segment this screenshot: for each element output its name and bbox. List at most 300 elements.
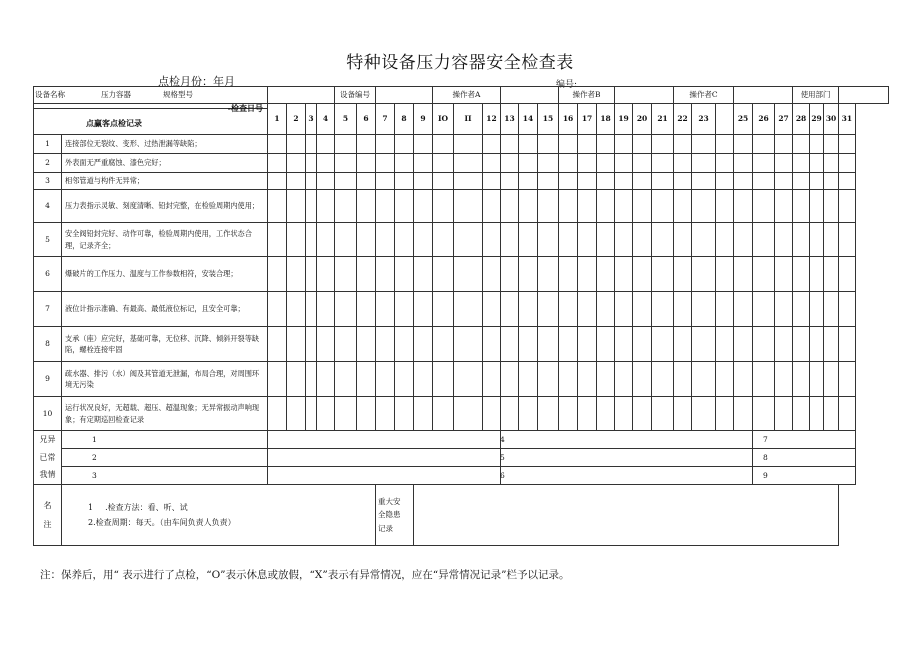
check-cell[interactable] [839, 327, 856, 362]
check-cell[interactable] [716, 223, 734, 257]
check-cell[interactable] [674, 327, 692, 362]
check-cell[interactable] [317, 223, 335, 257]
check-cell[interactable] [793, 190, 810, 223]
equipment-no-field[interactable] [376, 87, 433, 104]
check-cell[interactable] [692, 154, 716, 173]
check-cell[interactable] [501, 397, 519, 431]
check-cell[interactable] [734, 362, 753, 397]
check-cell[interactable] [716, 292, 734, 327]
check-cell[interactable] [674, 223, 692, 257]
check-cell[interactable] [633, 135, 652, 154]
check-cell[interactable] [376, 154, 395, 173]
check-cell[interactable] [519, 257, 538, 292]
check-cell[interactable] [652, 362, 674, 397]
check-cell[interactable] [716, 190, 734, 223]
check-cell[interactable] [357, 362, 376, 397]
spec-model-field[interactable] [268, 87, 335, 104]
check-cell[interactable] [414, 397, 433, 431]
check-cell[interactable] [306, 135, 317, 154]
check-cell[interactable] [414, 257, 433, 292]
check-cell[interactable] [839, 154, 856, 173]
check-cell[interactable] [317, 257, 335, 292]
check-cell[interactable] [716, 362, 734, 397]
check-cell[interactable] [753, 223, 775, 257]
check-cell[interactable] [753, 362, 775, 397]
check-cell[interactable] [810, 173, 824, 190]
check-cell[interactable] [559, 154, 578, 173]
check-cell[interactable] [597, 190, 615, 223]
check-cell[interactable] [824, 223, 839, 257]
check-cell[interactable] [633, 223, 652, 257]
check-cell[interactable] [793, 154, 810, 173]
check-cell[interactable] [433, 362, 454, 397]
check-cell[interactable] [633, 362, 652, 397]
check-cell[interactable] [454, 154, 483, 173]
check-cell[interactable] [559, 173, 578, 190]
check-cell[interactable] [414, 327, 433, 362]
check-cell[interactable] [376, 327, 395, 362]
check-cell[interactable] [824, 173, 839, 190]
check-cell[interactable] [734, 135, 753, 154]
check-cell[interactable] [376, 135, 395, 154]
check-cell[interactable] [538, 292, 559, 327]
check-cell[interactable] [775, 190, 793, 223]
check-cell[interactable] [335, 292, 357, 327]
operator-b-field[interactable] [615, 87, 674, 104]
check-cell[interactable] [538, 190, 559, 223]
check-cell[interactable] [268, 257, 287, 292]
check-cell[interactable] [268, 135, 287, 154]
check-cell[interactable] [824, 257, 839, 292]
check-cell[interactable] [753, 190, 775, 223]
check-cell[interactable] [734, 257, 753, 292]
check-cell[interactable] [559, 257, 578, 292]
check-cell[interactable] [501, 173, 519, 190]
check-cell[interactable] [414, 223, 433, 257]
check-cell[interactable] [335, 135, 357, 154]
check-cell[interactable] [376, 223, 395, 257]
check-cell[interactable] [615, 327, 633, 362]
check-cell[interactable] [597, 223, 615, 257]
check-cell[interactable] [433, 173, 454, 190]
check-cell[interactable] [633, 292, 652, 327]
check-cell[interactable] [652, 135, 674, 154]
abnormal-entry-mid[interactable] [501, 431, 753, 449]
check-cell[interactable] [615, 135, 633, 154]
check-cell[interactable] [317, 173, 335, 190]
check-cell[interactable] [538, 257, 559, 292]
check-cell[interactable] [615, 362, 633, 397]
check-cell[interactable] [652, 397, 674, 431]
check-cell[interactable] [501, 154, 519, 173]
check-cell[interactable] [839, 190, 856, 223]
check-cell[interactable] [538, 223, 559, 257]
check-cell[interactable] [674, 362, 692, 397]
check-cell[interactable] [454, 135, 483, 154]
check-cell[interactable] [716, 257, 734, 292]
check-cell[interactable] [716, 135, 734, 154]
check-cell[interactable] [268, 223, 287, 257]
check-cell[interactable] [335, 362, 357, 397]
check-cell[interactable] [501, 135, 519, 154]
check-cell[interactable] [578, 173, 597, 190]
check-cell[interactable] [414, 154, 433, 173]
check-cell[interactable] [317, 397, 335, 431]
check-cell[interactable] [597, 327, 615, 362]
check-cell[interactable] [734, 154, 753, 173]
check-cell[interactable] [775, 173, 793, 190]
check-cell[interactable] [376, 257, 395, 292]
check-cell[interactable] [559, 292, 578, 327]
abnormal-entry[interactable] [268, 467, 501, 485]
check-cell[interactable] [519, 190, 538, 223]
check-cell[interactable] [519, 327, 538, 362]
dept-field[interactable] [839, 87, 889, 104]
check-cell[interactable] [306, 257, 317, 292]
check-cell[interactable] [716, 327, 734, 362]
check-cell[interactable] [433, 135, 454, 154]
check-cell[interactable] [753, 135, 775, 154]
check-cell[interactable] [433, 292, 454, 327]
check-cell[interactable] [414, 173, 433, 190]
check-cell[interactable] [395, 292, 414, 327]
check-cell[interactable] [793, 327, 810, 362]
check-cell[interactable] [597, 135, 615, 154]
check-cell[interactable] [824, 292, 839, 327]
check-cell[interactable] [287, 190, 306, 223]
check-cell[interactable] [501, 190, 519, 223]
check-cell[interactable] [597, 173, 615, 190]
check-cell[interactable] [810, 362, 824, 397]
check-cell[interactable] [824, 362, 839, 397]
check-cell[interactable] [633, 190, 652, 223]
check-cell[interactable] [501, 292, 519, 327]
check-cell[interactable] [454, 292, 483, 327]
check-cell[interactable] [839, 292, 856, 327]
check-cell[interactable] [483, 173, 501, 190]
check-cell[interactable] [559, 223, 578, 257]
check-cell[interactable] [692, 190, 716, 223]
check-cell[interactable] [692, 223, 716, 257]
check-cell[interactable] [674, 135, 692, 154]
check-cell[interactable] [734, 397, 753, 431]
check-cell[interactable] [335, 190, 357, 223]
check-cell[interactable] [317, 190, 335, 223]
check-cell[interactable] [501, 223, 519, 257]
check-cell[interactable] [810, 327, 824, 362]
check-cell[interactable] [519, 135, 538, 154]
check-cell[interactable] [597, 257, 615, 292]
check-cell[interactable] [483, 190, 501, 223]
check-cell[interactable] [824, 154, 839, 173]
check-cell[interactable] [483, 135, 501, 154]
check-cell[interactable] [839, 135, 856, 154]
check-cell[interactable] [414, 292, 433, 327]
check-cell[interactable] [538, 362, 559, 397]
abnormal-entry-right[interactable] [753, 431, 856, 449]
check-cell[interactable] [734, 190, 753, 223]
abnormal-entry[interactable] [268, 431, 501, 449]
check-cell[interactable] [793, 135, 810, 154]
abnormal-entry-right[interactable] [753, 467, 856, 485]
check-cell[interactable] [357, 397, 376, 431]
check-cell[interactable] [519, 154, 538, 173]
check-cell[interactable] [433, 257, 454, 292]
check-cell[interactable] [268, 292, 287, 327]
check-cell[interactable] [287, 154, 306, 173]
check-cell[interactable] [578, 223, 597, 257]
check-cell[interactable] [519, 362, 538, 397]
check-cell[interactable] [652, 257, 674, 292]
check-cell[interactable] [716, 173, 734, 190]
check-cell[interactable] [483, 223, 501, 257]
check-cell[interactable] [824, 190, 839, 223]
check-cell[interactable] [839, 257, 856, 292]
check-cell[interactable] [692, 292, 716, 327]
check-cell[interactable] [615, 154, 633, 173]
check-cell[interactable] [501, 257, 519, 292]
check-cell[interactable] [454, 327, 483, 362]
check-cell[interactable] [674, 292, 692, 327]
check-cell[interactable] [317, 327, 335, 362]
check-cell[interactable] [578, 154, 597, 173]
abnormal-entry-mid[interactable] [501, 449, 753, 467]
check-cell[interactable] [753, 154, 775, 173]
check-cell[interactable] [775, 362, 793, 397]
check-cell[interactable] [793, 397, 810, 431]
check-cell[interactable] [692, 135, 716, 154]
check-cell[interactable] [674, 397, 692, 431]
check-cell[interactable] [652, 327, 674, 362]
check-cell[interactable] [734, 173, 753, 190]
check-cell[interactable] [615, 257, 633, 292]
check-cell[interactable] [433, 223, 454, 257]
check-cell[interactable] [734, 292, 753, 327]
check-cell[interactable] [306, 154, 317, 173]
check-cell[interactable] [793, 223, 810, 257]
check-cell[interactable] [454, 223, 483, 257]
check-cell[interactable] [692, 173, 716, 190]
check-cell[interactable] [376, 362, 395, 397]
check-cell[interactable] [414, 362, 433, 397]
check-cell[interactable] [597, 362, 615, 397]
check-cell[interactable] [810, 397, 824, 431]
check-cell[interactable] [306, 327, 317, 362]
check-cell[interactable] [775, 223, 793, 257]
check-cell[interactable] [753, 327, 775, 362]
check-cell[interactable] [559, 327, 578, 362]
check-cell[interactable] [317, 135, 335, 154]
check-cell[interactable] [335, 397, 357, 431]
check-cell[interactable] [268, 173, 287, 190]
check-cell[interactable] [810, 190, 824, 223]
check-cell[interactable] [652, 190, 674, 223]
check-cell[interactable] [287, 292, 306, 327]
check-cell[interactable] [538, 154, 559, 173]
check-cell[interactable] [775, 154, 793, 173]
check-cell[interactable] [454, 362, 483, 397]
check-cell[interactable] [335, 257, 357, 292]
check-cell[interactable] [615, 223, 633, 257]
check-cell[interactable] [810, 223, 824, 257]
check-cell[interactable] [306, 397, 317, 431]
check-cell[interactable] [674, 190, 692, 223]
check-cell[interactable] [753, 292, 775, 327]
check-cell[interactable] [357, 257, 376, 292]
check-cell[interactable] [376, 397, 395, 431]
check-cell[interactable] [287, 327, 306, 362]
check-cell[interactable] [692, 397, 716, 431]
check-cell[interactable] [824, 327, 839, 362]
check-cell[interactable] [287, 397, 306, 431]
check-cell[interactable] [652, 154, 674, 173]
check-cell[interactable] [335, 327, 357, 362]
check-cell[interactable] [395, 135, 414, 154]
check-cell[interactable] [287, 223, 306, 257]
check-cell[interactable] [357, 154, 376, 173]
check-cell[interactable] [357, 223, 376, 257]
check-cell[interactable] [633, 257, 652, 292]
check-cell[interactable] [287, 257, 306, 292]
check-cell[interactable] [692, 257, 716, 292]
check-cell[interactable] [335, 154, 357, 173]
check-cell[interactable] [652, 292, 674, 327]
check-cell[interactable] [716, 154, 734, 173]
check-cell[interactable] [578, 327, 597, 362]
check-cell[interactable] [433, 154, 454, 173]
check-cell[interactable] [519, 173, 538, 190]
check-cell[interactable] [395, 223, 414, 257]
check-cell[interactable] [335, 223, 357, 257]
abnormal-entry-right[interactable] [753, 449, 856, 467]
check-cell[interactable] [335, 173, 357, 190]
check-cell[interactable] [775, 135, 793, 154]
check-cell[interactable] [306, 362, 317, 397]
check-cell[interactable] [538, 135, 559, 154]
check-cell[interactable] [357, 135, 376, 154]
check-cell[interactable] [793, 362, 810, 397]
check-cell[interactable] [633, 173, 652, 190]
check-cell[interactable] [775, 292, 793, 327]
check-cell[interactable] [306, 223, 317, 257]
check-cell[interactable] [578, 135, 597, 154]
check-cell[interactable] [395, 154, 414, 173]
check-cell[interactable] [559, 397, 578, 431]
check-cell[interactable] [414, 190, 433, 223]
check-cell[interactable] [615, 292, 633, 327]
check-cell[interactable] [810, 292, 824, 327]
check-cell[interactable] [674, 173, 692, 190]
check-cell[interactable] [357, 190, 376, 223]
check-cell[interactable] [306, 190, 317, 223]
check-cell[interactable] [268, 362, 287, 397]
check-cell[interactable] [538, 397, 559, 431]
check-cell[interactable] [559, 362, 578, 397]
check-cell[interactable] [483, 292, 501, 327]
check-cell[interactable] [597, 154, 615, 173]
check-cell[interactable] [395, 397, 414, 431]
check-cell[interactable] [578, 362, 597, 397]
check-cell[interactable] [615, 397, 633, 431]
check-cell[interactable] [633, 397, 652, 431]
check-cell[interactable] [692, 362, 716, 397]
check-cell[interactable] [793, 292, 810, 327]
check-cell[interactable] [483, 362, 501, 397]
abnormal-entry-mid[interactable] [501, 467, 753, 485]
check-cell[interactable] [716, 397, 734, 431]
check-cell[interactable] [839, 173, 856, 190]
check-cell[interactable] [376, 190, 395, 223]
check-cell[interactable] [501, 362, 519, 397]
check-cell[interactable] [559, 190, 578, 223]
check-cell[interactable] [483, 257, 501, 292]
check-cell[interactable] [306, 173, 317, 190]
operator-a-field[interactable] [501, 87, 559, 104]
check-cell[interactable] [395, 173, 414, 190]
check-cell[interactable] [578, 397, 597, 431]
check-cell[interactable] [810, 154, 824, 173]
check-cell[interactable] [810, 257, 824, 292]
check-cell[interactable] [483, 397, 501, 431]
check-cell[interactable] [357, 327, 376, 362]
check-cell[interactable] [519, 397, 538, 431]
check-cell[interactable] [578, 190, 597, 223]
check-cell[interactable] [454, 397, 483, 431]
check-cell[interactable] [376, 173, 395, 190]
check-cell[interactable] [734, 223, 753, 257]
check-cell[interactable] [395, 190, 414, 223]
check-cell[interactable] [376, 292, 395, 327]
check-cell[interactable] [839, 397, 856, 431]
check-cell[interactable] [775, 327, 793, 362]
check-cell[interactable] [287, 173, 306, 190]
check-cell[interactable] [519, 292, 538, 327]
check-cell[interactable] [674, 257, 692, 292]
check-cell[interactable] [357, 292, 376, 327]
check-cell[interactable] [633, 154, 652, 173]
check-cell[interactable] [793, 173, 810, 190]
check-cell[interactable] [357, 173, 376, 190]
abnormal-entry[interactable] [268, 449, 501, 467]
check-cell[interactable] [433, 397, 454, 431]
check-cell[interactable] [753, 173, 775, 190]
check-cell[interactable] [633, 327, 652, 362]
check-cell[interactable] [793, 257, 810, 292]
check-cell[interactable] [433, 327, 454, 362]
check-cell[interactable] [674, 154, 692, 173]
check-cell[interactable] [775, 257, 793, 292]
check-cell[interactable] [652, 173, 674, 190]
check-cell[interactable] [839, 362, 856, 397]
check-cell[interactable] [268, 190, 287, 223]
check-cell[interactable] [306, 292, 317, 327]
check-cell[interactable] [538, 327, 559, 362]
operator-c-field[interactable] [734, 87, 793, 104]
check-cell[interactable] [597, 292, 615, 327]
check-cell[interactable] [775, 397, 793, 431]
check-cell[interactable] [287, 135, 306, 154]
check-cell[interactable] [268, 154, 287, 173]
check-cell[interactable] [268, 327, 287, 362]
check-cell[interactable] [615, 190, 633, 223]
check-cell[interactable] [287, 362, 306, 397]
check-cell[interactable] [692, 327, 716, 362]
check-cell[interactable] [395, 362, 414, 397]
check-cell[interactable] [454, 190, 483, 223]
check-cell[interactable] [559, 135, 578, 154]
check-cell[interactable] [839, 223, 856, 257]
check-cell[interactable] [454, 173, 483, 190]
